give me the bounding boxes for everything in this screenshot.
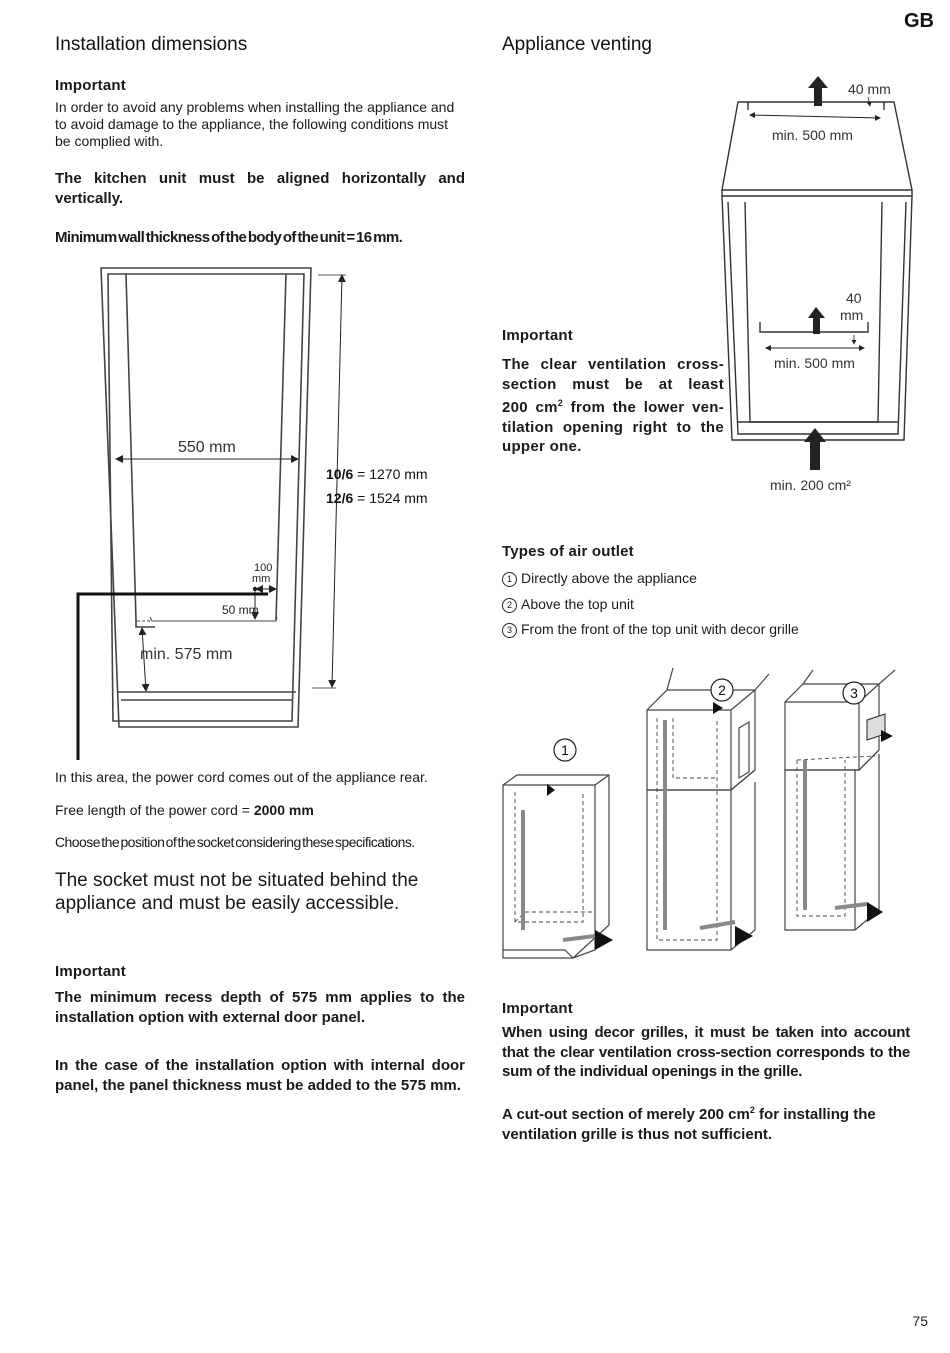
outlet-number-1: 1 <box>502 572 517 587</box>
important-heading-1: Important <box>55 77 126 94</box>
installation-diagram <box>40 255 470 775</box>
intro-text: In order to avoid any problems when installing the appliance and to avoid damage to the appliance, the following conditions must be complied with. <box>55 99 455 149</box>
gap-100-unit: mm <box>252 573 271 585</box>
socket-note: The socket must not be situated behind the appliance and must be easily accessible. <box>55 870 419 914</box>
outlet-1-cabinet <box>503 775 609 958</box>
svg-text:10/6 = 1270 mm: 10/6 = 1270 mm <box>326 466 428 482</box>
ventilation-line-4: tilation opening right to the <box>502 418 724 436</box>
venting-diagram <box>720 60 930 500</box>
outlet-number-2: 2 <box>502 598 517 613</box>
ventilation-cross-section-text <box>502 355 724 457</box>
free-length-prefix: Free length of the power cord = <box>55 802 254 818</box>
installation-dimensions-title: Installation dimensions <box>55 34 248 55</box>
ventilation-line-3: 200 $cm^2$ from the lower ven- <box>502 398 724 417</box>
ventilation-line-1: The clear ventilation cross- <box>502 356 724 373</box>
types-of-air-outlet-heading: Types of air outlet <box>502 543 634 560</box>
free-length-text <box>55 802 314 819</box>
decor-grille-text: When using decor grilles, it must be taken into account that the clear ventilation cross-section corresponds to the sum of the individual openings in the grille. <box>502 1024 910 1080</box>
svg-text:mm: mm <box>840 307 864 323</box>
recess-depth-text: The minimum recess depth of 575 mm applies to the installation option with external door panel. <box>55 989 465 1026</box>
svg-text:12/6 = 1524 mm: 12/6 = 1524 mm <box>326 490 428 506</box>
svg-text:40 mm: 40 mm <box>848 81 891 97</box>
svg-text:2: 2 <box>718 682 726 698</box>
ventilation-line-2: section must be at least <box>502 375 724 393</box>
outlet-number-3: 3 <box>502 623 517 638</box>
important-heading-4: Important <box>502 1000 573 1017</box>
outlet-item-2: 2 Above the top unit <box>502 596 634 613</box>
svg-text:40: 40 <box>846 290 862 306</box>
appliance-venting-title: Appliance venting <box>502 34 652 55</box>
power-cord-area-text: In this area, the power cord comes out of the appliance rear. <box>55 769 428 785</box>
internal-panel-text: In the case of the installation option with internal door panel, the panel thickness must be added to the 575 mm. <box>55 1057 465 1094</box>
outlet-item-3: 3 From the front of the top unit with decor grille <box>502 621 799 638</box>
free-length-value: 2000 mm <box>253 802 314 818</box>
svg-text:1: 1 <box>561 742 569 758</box>
ventilation-line-5: upper one. <box>502 438 582 456</box>
condition-aligned: The kitchen unit must be aligned horizontally and vertically. <box>55 170 465 207</box>
depth-label: min. 575 mm <box>140 646 233 663</box>
svg-text:min. 200 cm²: min. 200 cm² <box>770 477 851 493</box>
cutout-text: A cut-out section of merely 200 $cm^2$ for installing the ventilation grille is thus not sufficient. <box>502 1105 876 1143</box>
choose-socket-text: Choose the position of the socket considering these specifications. <box>55 834 415 850</box>
important-heading-2: Important <box>55 963 126 980</box>
outlet-item-1: 1 Directly above the appliance <box>502 570 697 587</box>
language-tag: GB <box>904 10 934 32</box>
svg-text:min. 500 mm: min. 500 mm <box>772 127 853 143</box>
page-number: 75 <box>912 1313 928 1329</box>
width-label: 550 mm <box>178 439 236 456</box>
svg-text:3: 3 <box>850 685 858 701</box>
gap-50-label: 50 mm <box>222 603 259 617</box>
power-cord-area-line <box>78 594 268 760</box>
gap-100-label: 100 <box>254 562 273 574</box>
important-heading-3: Important <box>502 327 573 344</box>
condition-wall-thickness: Minimum wall thickness of the body of the unit = 16 mm. <box>55 229 403 246</box>
mid-outlet-arrow <box>808 307 825 334</box>
svg-text:min. 500 mm: min. 500 mm <box>774 355 855 371</box>
air-outlet-illustrations <box>495 660 915 970</box>
